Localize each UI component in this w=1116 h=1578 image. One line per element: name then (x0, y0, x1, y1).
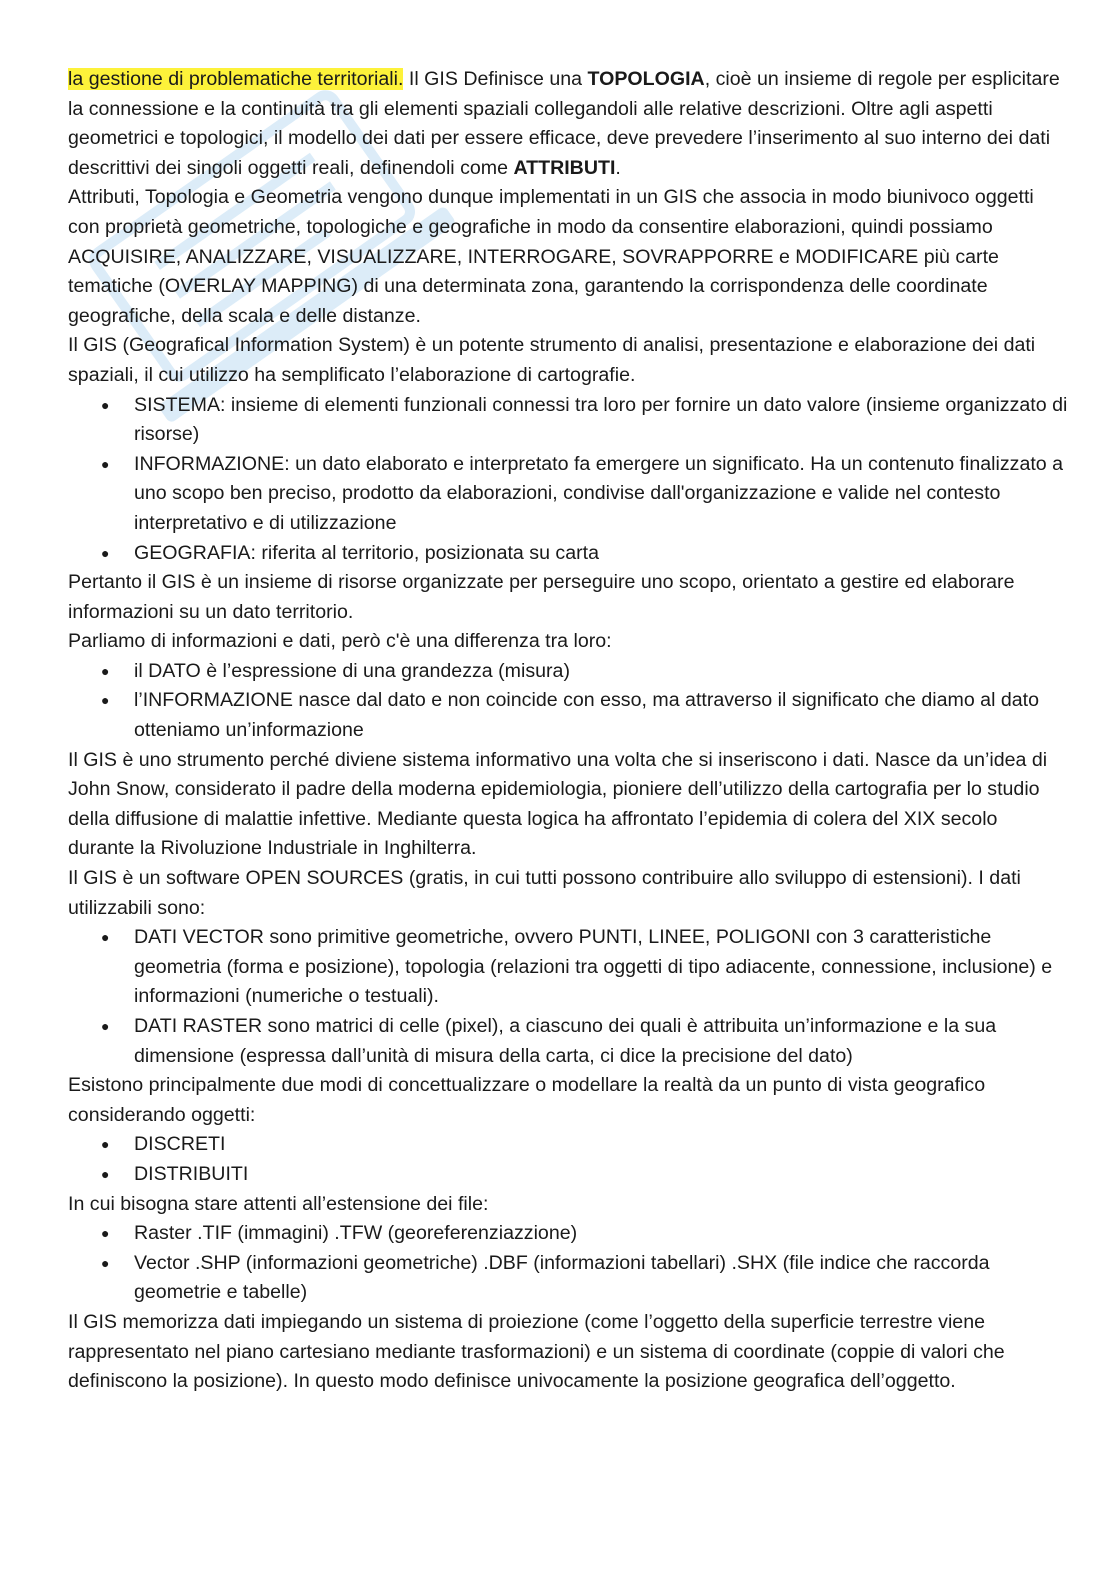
list-item (68, 1130, 1068, 1160)
paragraph-concettualizzare: Esistono principalmente due modi di concettualizzare o modellare la realtà da un punto di vista geografico considerando oggetti: (68, 1074, 986, 1126)
bullet-icon: ● (101, 692, 110, 709)
list-item (68, 686, 1068, 745)
bullet-icon: ● (101, 929, 110, 946)
paragraph-open-sources: Il GIS è un software OPEN SOURCES (gratis, in cui tutti possono contribuire allo sviluppo di estensioni). I dati utilizzabili sono: (68, 867, 1021, 919)
paragraph-attributi: Attributi, Topologia e Geometria vengono dunque implementati in un GIS che associa in modo biunivoco oggetti con proprietà geometriche, topologiche e geografiche in modo da consentire elaborazioni, quindi possiamo ACQUISIRE, ANALIZZARE, VISUALIZZARE, INTERROGARE, SOVRAPPORRE e MODIFICARE più carte tematiche (OVERLAY MAPPING) di una determinata zona, garantendo la corrispondenza delle coordinate geografiche, della scala e delle distanze. (68, 186, 1034, 327)
list-item-text: DATI VECTOR sono primitive geometriche, ovvero PUNTI, LINEE, POLIGONI con 3 caratteristiche geometria (forma e posizione), topologia (relazioni tra oggetti di tipo adiacente, connessione, inclusione) e informazioni (numeriche o testuali). (134, 926, 1053, 1008)
bullet-list-gis-terms (68, 391, 1068, 569)
list-item-text: DATI RASTER sono matrici di celle (pixel), a ciascuno dei quali è attribuita un’informazione e la sua dimensione (espressa dall’unità di misura della carta, ci dice la precisione del dato) (134, 1015, 997, 1067)
list-item-text: GEOGRAFIA: riferita al territorio, posizionata su carta (134, 541, 599, 564)
bullet-icon: ● (101, 1165, 110, 1182)
list-item-text: DISCRETI (134, 1133, 226, 1156)
list-item (68, 1249, 1068, 1308)
list-item-text: INFORMAZIONE: un dato elaborato e interpretato fa emergere un significato. Ha un contenuto finalizzato a uno scopo ben preciso, prodotto da elaborazioni, condivise dall'organizzazione e valide nel contesto interpretativo e di utilizzazione (134, 452, 1064, 534)
paragraph-estensione-file: In cui bisogna stare attenti all’estensione dei file: (68, 1192, 489, 1215)
bullet-list-object-types (68, 1130, 1068, 1189)
paragraph-john-snow: Il GIS è uno strumento perché diviene sistema informativo una volta che si inseriscono i dati. Nasce da un’idea di John Snow, considerato il padre della moderna epidemiologia, pioniere dell’utilizzo della cartografia per lo studio della diffusione di malattie infettive. Mediante questa logica ha affrontato l’epidemia di colera del XIX secolo durante la Rivoluzione Industriale in Inghilterra. (68, 748, 1048, 860)
paragraph-gis-definition: Il GIS (Geografical Information System) è un potente strumento di analisi, presentazione e elaborazione dei dati spaziali, il cui utilizzo ha semplificato l’elaborazione di cartografie. (68, 334, 1036, 386)
bullet-icon: ● (101, 1136, 110, 1153)
bullet-icon: ● (101, 1254, 110, 1271)
list-item (68, 1012, 1068, 1071)
bold-term-topologia: TOPOLOGIA (587, 68, 705, 90)
bullet-icon: ● (101, 1018, 110, 1034)
list-item (68, 1160, 1068, 1190)
text-run: . (615, 156, 621, 179)
document-page (68, 65, 1068, 1397)
bullet-icon: ● (101, 1225, 110, 1242)
paragraph-proiezione: Il GIS memorizza dati impiegando un sistema di proiezione (come l’oggetto della superficie terrestre viene rappresentato nel piano cartesiano mediante trasformazioni) e un sistema di coordinate (coppie di valori che definiscono la posizione). In questo modo definisce univocamente la posizione geografica dell’oggetto. (68, 1310, 1005, 1393)
highlighted-text: la gestione di problematiche territoriali. (68, 68, 404, 90)
bullet-icon: ● (101, 662, 110, 679)
bullet-icon: ● (101, 396, 110, 413)
list-item-text: Vector .SHP (informazioni geometriche) .DBF (informazioni tabellari) .SHX (file indice che raccorda geometrie e tabelle) (134, 1251, 990, 1304)
paragraph-topologia (68, 65, 1068, 183)
bullet-list-dato-informazione (68, 657, 1068, 746)
list-item (68, 1219, 1068, 1249)
text-run: , cioè un insieme di regole per esplicitare la connessione e la continuità tra gli elementi spaziali collegandoli alle relative descrizioni. Oltre agli aspetti geometrici e topologici, il modello dei dati per essere efficace, deve prevedere l’inserimento al suo interno dei dati descrittivi dei singoli oggetti reali, definendoli come (68, 68, 1060, 179)
list-item (68, 657, 1068, 687)
list-item-text: il DATO è l’espressione di una grandezza (misura) (134, 659, 570, 682)
list-item-text: DISTRIBUITI (134, 1162, 249, 1185)
paragraph-differenza: Parliamo di informazioni e dati, però c'è una differenza tra loro: (68, 630, 612, 653)
list-item (68, 923, 1068, 1012)
list-item-text: l’INFORMAZIONE nasce dal dato e non coincide con esso, ma attraverso il significato che diamo al dato otteniamo un’informazione (134, 689, 1040, 742)
list-item-text: Raster .TIF (immagini) .TFW (georeferenziazzione) (134, 1222, 578, 1245)
bold-term-attributi: ATTRIBUTI (513, 156, 616, 179)
list-item-text: SISTEMA: insieme di elementi funzionali connessi tra loro per fornire un dato valore (insieme organizzato di risorse) (134, 393, 1068, 446)
bullet-list-data-types (68, 923, 1068, 1071)
list-item (68, 539, 1068, 569)
list-item (68, 391, 1068, 450)
paragraph-pertanto: Pertanto il GIS è un insieme di risorse organizzate per perseguire uno scopo, orientato a gestire ed elaborare informazioni su un dato territorio. (68, 571, 1015, 623)
bullet-list-file-extensions (68, 1219, 1068, 1308)
text-run: Il GIS Definisce una (403, 68, 588, 90)
bullet-icon: ● (101, 544, 110, 561)
bullet-icon: ● (101, 455, 110, 472)
list-item (68, 450, 1068, 539)
